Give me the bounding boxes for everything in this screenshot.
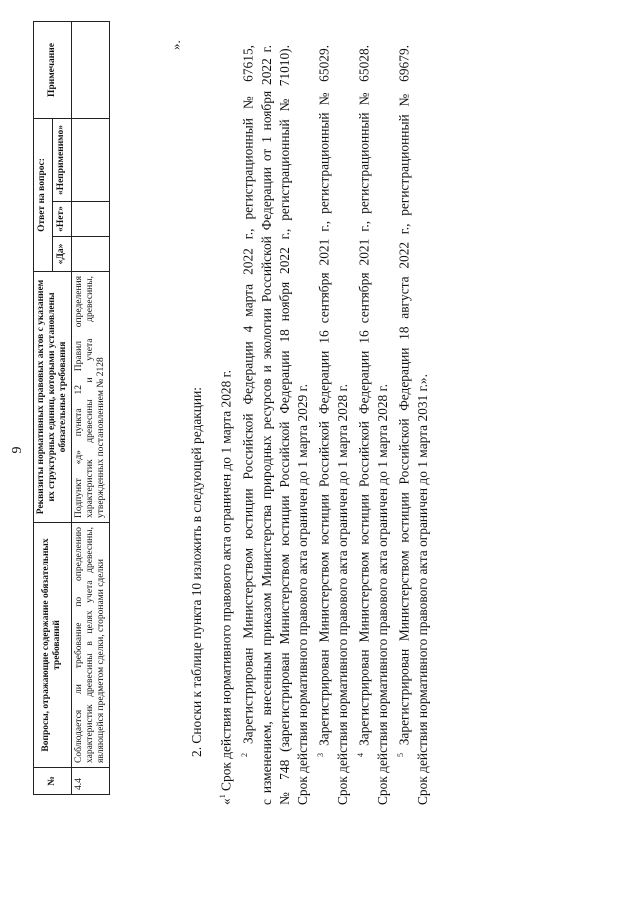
header-yes: «Да» (52, 237, 71, 272)
footnote-2-line-3: № 748 (зарегистрирован Министерством юстиции Российской Федерации 18 ноября 2022 г., регистрационный № 71010). (276, 45, 292, 805)
requirements-table (33, 21, 110, 795)
header-requisites: Реквизиты нормативных правовых актов с указанием их структурных единиц, которыми установлены обязательные требования (34, 272, 72, 523)
header-number: № (34, 768, 72, 795)
footnote-4-line-2: Срок действия нормативного правового акта ограничен до 1 марта 2028 г. (374, 384, 390, 805)
closing-quote: ». (168, 40, 183, 50)
footnote-1-text: Срок действия нормативного правового акта ограничен до 1 марта 2028 г. (218, 370, 234, 791)
page-number: 9 (10, 446, 25, 454)
footnote-3-line-1: $^3$ Зарегистрирован Министерством юстиции Российской Федерации 16 сентября 2021 г., регистрационный № 65029. (316, 45, 332, 757)
header-not-applicable: «Неприменимо» (52, 119, 71, 202)
header-answer-group: Ответ на вопрос: (34, 119, 53, 272)
footnote-5-line-2: Срок действия нормативного правового акта ограничен до 1 марта 2031 г.». (414, 374, 430, 805)
opening-quote: « (218, 798, 234, 805)
footnote-1 (214, 45, 236, 805)
header-no: «Нет» (52, 202, 71, 237)
header-note: Примечание (34, 22, 72, 119)
row-requisites: Подпункт «д» пункта 12 Правил определения характеристик древесины и учета древесины, утвержденных постановлением № 2128 (71, 272, 109, 523)
row-answer-yes (71, 237, 109, 272)
item-2-paragraph: 2. Сноски к таблице пункта 10 изложить в следующей редакции: (189, 387, 204, 757)
footnote-2-line-2: с изменением, внесенным приказом Министерства природных ресурсов и экологии Российской Федерации от 1 ноября 2022 г. (258, 45, 274, 805)
table-row (71, 22, 109, 795)
header-question: Вопросы, отражающие содержание обязательных требований (34, 523, 72, 768)
footnote-5-line-1: $^5$ Зарегистрирован Министерством юстиции Российской Федерации 18 августа 2022 г., регистрационный № 69679. (395, 45, 412, 757)
row-number: 4.4 (71, 768, 109, 795)
footnote-3-line-2: Срок действия нормативного правового акта ограничен до 1 марта 2028 г. (334, 384, 350, 805)
footnote-3-number: 3 (316, 753, 326, 757)
row-note (71, 22, 109, 119)
row-question: Соблюдается ли требование по определению характеристик древесины в целях учета древесины, являющейся предметом сделки, сторонами сделки (71, 523, 109, 768)
row-answer-not-applicable (71, 119, 109, 202)
table-header-row (34, 22, 53, 795)
footnote-4-number: 4 (356, 753, 366, 757)
footnote-2-line-1: $^2$ Зарегистрирован Министерством юстиции Российской Федерации 4 марта 2022 г., регистрационный № 67615, (239, 45, 256, 757)
footnote-2-number: 2 (239, 753, 249, 757)
amendment-text (188, 45, 432, 805)
footnote-2-line-4: Срок действия нормативного правового акта ограничен до 1 марта 2029 г. (294, 384, 310, 805)
footnote-1-number: 1 (218, 794, 228, 799)
row-answer-no (71, 202, 109, 237)
footnote-5-number: 5 (395, 753, 405, 757)
footnote-4-line-1: $^4$ Зарегистрирован Министерством юстиции Российской Федерации 16 сентября 2021 г., регистрационный № 65028. (356, 45, 372, 757)
